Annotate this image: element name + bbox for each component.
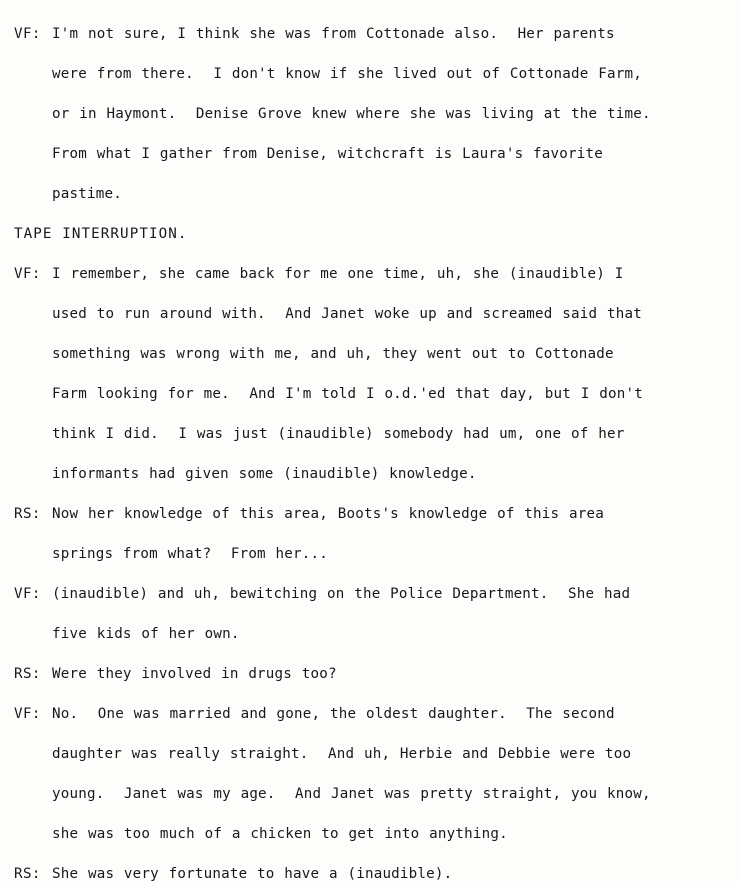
dialogue-lines	[52, 254, 726, 494]
transcript-line: I remember, she came back for me one time, uh, she (inaudible) I	[52, 266, 624, 282]
transcript-entry	[14, 254, 726, 494]
transcript-line: From what I gather from Denise, witchcraft is Laura's favorite	[52, 146, 603, 162]
speaker-label: VF:	[14, 586, 41, 602]
dialogue-lines	[52, 694, 726, 854]
speaker-label: RS:	[14, 666, 41, 682]
transcript-line: used to run around with. And Janet woke up and screamed said that	[52, 306, 642, 322]
speaker-label: VF:	[14, 26, 41, 42]
transcript-line: daughter was really straight. And uh, Herbie and Debbie were too	[52, 746, 632, 762]
speaker-label: RS:	[14, 506, 41, 522]
transcript-line: Were they involved in drugs too?	[52, 666, 337, 682]
speaker-label: VF:	[14, 706, 41, 722]
dialogue-lines	[52, 14, 726, 214]
transcript-line: (inaudible) and uh, bewitching on the Police Department. She had	[52, 586, 631, 602]
transcript-line: No. One was married and gone, the oldest daughter. The second	[52, 706, 615, 722]
transcript-line: or in Haymont. Denise Grove knew where she was living at the time.	[52, 106, 651, 122]
transcript-line: she was too much of a chicken to get into anything.	[52, 826, 508, 842]
tape-interruption-note: TAPE INTERRUPTION.	[14, 226, 188, 242]
dialogue-lines	[52, 574, 726, 654]
transcript-line: think I did. I was just (inaudible) somebody had um, one of her	[52, 426, 625, 442]
transcript-line: I'm not sure, I think she was from Cottonade also. Her parents	[52, 26, 615, 42]
transcript-line: informants had given some (inaudible) knowledge.	[52, 466, 477, 482]
transcript-line: were from there. I don't know if she lived out of Cottonade Farm,	[52, 66, 642, 82]
transcript-line: young. Janet was my age. And Janet was pretty straight, you know,	[52, 786, 651, 802]
transcript-entry	[14, 494, 726, 574]
transcript-line: Farm looking for me. And I'm told I o.d.'ed that day, but I don't	[52, 386, 643, 402]
transcript-entry	[14, 14, 726, 214]
transcript-line: five kids of her own.	[52, 626, 240, 642]
transcript-entry	[14, 574, 726, 654]
transcript-entry	[14, 854, 726, 894]
speaker-label: RS:	[14, 866, 41, 882]
transcript-line: something was wrong with me, and uh, they went out to Cottonade	[52, 346, 614, 362]
dialogue-lines	[52, 654, 726, 694]
transcript-line: She was very fortunate to have a (inaudible).	[52, 866, 453, 882]
transcript-line: Now her knowledge of this area, Boots's knowledge of this area	[52, 506, 604, 522]
transcript-entry	[14, 694, 726, 854]
dialogue-lines	[52, 854, 726, 894]
dialogue-lines	[52, 494, 726, 574]
transcript-line: pastime.	[52, 186, 122, 202]
transcript-entry	[14, 654, 726, 694]
transcript-line: springs from what? From her...	[52, 546, 328, 562]
speaker-label: VF:	[14, 266, 41, 282]
